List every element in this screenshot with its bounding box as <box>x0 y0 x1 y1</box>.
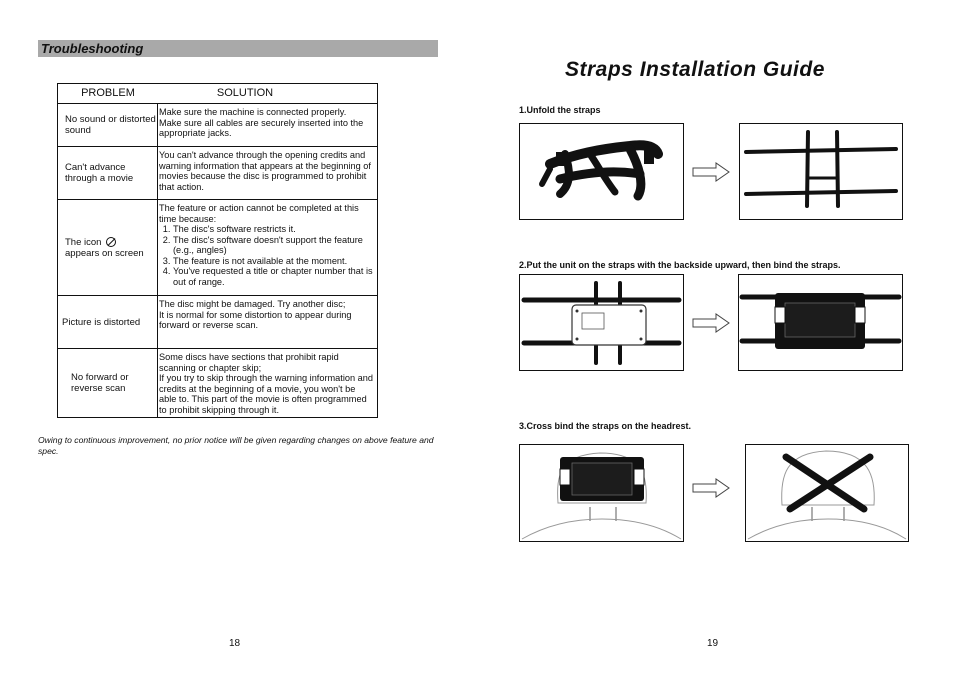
list-item: 2. The disc's software doesn't support the feature (e.g., angles) <box>173 235 375 256</box>
problem-text: appears on screen <box>65 247 144 259</box>
right-arrow-icon <box>692 162 730 182</box>
table-row <box>58 200 377 296</box>
disclaimer-note: Owing to continuous improvement, no prior notice will be given regarding changes on above feature and spec. <box>38 435 434 456</box>
solution-text: The feature or action cannot be completed at this time because: <box>159 203 359 224</box>
solution-text: Make sure all cables are securely inserted into the appropriate jacks. <box>159 117 364 138</box>
headrest-cross-straps-illustration <box>745 444 909 542</box>
page-title: Straps Installation Guide <box>565 58 825 81</box>
table-row <box>58 296 377 349</box>
problem-cell: No forward or reverse scan <box>58 349 158 417</box>
step-label: 1.Unfold the straps <box>519 105 601 115</box>
table-row <box>58 147 377 200</box>
troubleshooting-header: Troubleshooting <box>38 40 438 57</box>
solution-column-header: SOLUTION <box>216 87 274 99</box>
prohibited-icon <box>106 237 116 247</box>
solution-cell <box>158 349 377 417</box>
table-row <box>58 349 377 417</box>
unit-on-straps-illustration <box>519 274 684 371</box>
unit-bound-illustration <box>738 274 903 371</box>
list-item: 1. The disc's software restricts it. <box>173 224 375 235</box>
troubleshooting-table <box>57 83 378 418</box>
step-label: 2.Put the unit on the straps with the backside upward, then bind the straps. <box>519 260 841 270</box>
solution-text: If you try to skip through the warning information and credits at the beginning of a movie, you won't be able to. This part of the movie is often programmed to prohibit skipping through it. <box>159 373 373 415</box>
solution-cell <box>158 296 377 348</box>
problem-cell <box>58 200 158 295</box>
right-arrow-icon <box>692 478 730 498</box>
problem-text: The icon <box>65 236 102 248</box>
list-item: 3. The feature is not available at the moment. <box>173 256 375 267</box>
right-arrow-icon <box>692 313 730 333</box>
solution-text: Some discs have sections that prohibit rapid scanning or chapter skip; <box>159 352 339 373</box>
solution-text: The disc might be damaged. Try another disc; <box>159 299 346 309</box>
problem-cell: Can't advance through a movie <box>58 147 158 199</box>
problem-column-header: PROBLEM <box>81 87 135 99</box>
page-number: 19 <box>707 638 719 649</box>
table-header <box>58 84 377 104</box>
solution-cell <box>158 147 377 199</box>
headrest-unit-illustration <box>519 444 684 542</box>
list-item: 4. You've requested a title or chapter number that is out of range. <box>173 266 375 287</box>
solution-cell <box>158 200 377 295</box>
solution-text: Make sure the machine is connected properly. <box>159 107 347 117</box>
problem-cell: No sound or distorted sound <box>58 104 158 146</box>
solution-cell <box>158 104 377 146</box>
solution-text: It is normal for some distortion to appear during forward or reverse scan. <box>159 309 352 330</box>
step-label: 3.Cross bind the straps on the headrest. <box>519 421 692 431</box>
reason-list <box>159 224 375 287</box>
straps-unfolded-illustration <box>739 123 903 220</box>
table-row <box>58 104 377 147</box>
problem-cell: Picture is distorted <box>58 296 158 348</box>
solution-text: You can't advance through the opening credits and warning information that appears at the beginning of movies because the disc is programmed to prohibit that action. <box>159 150 371 192</box>
straps-folded-illustration <box>519 123 684 220</box>
page-number: 18 <box>229 638 241 649</box>
